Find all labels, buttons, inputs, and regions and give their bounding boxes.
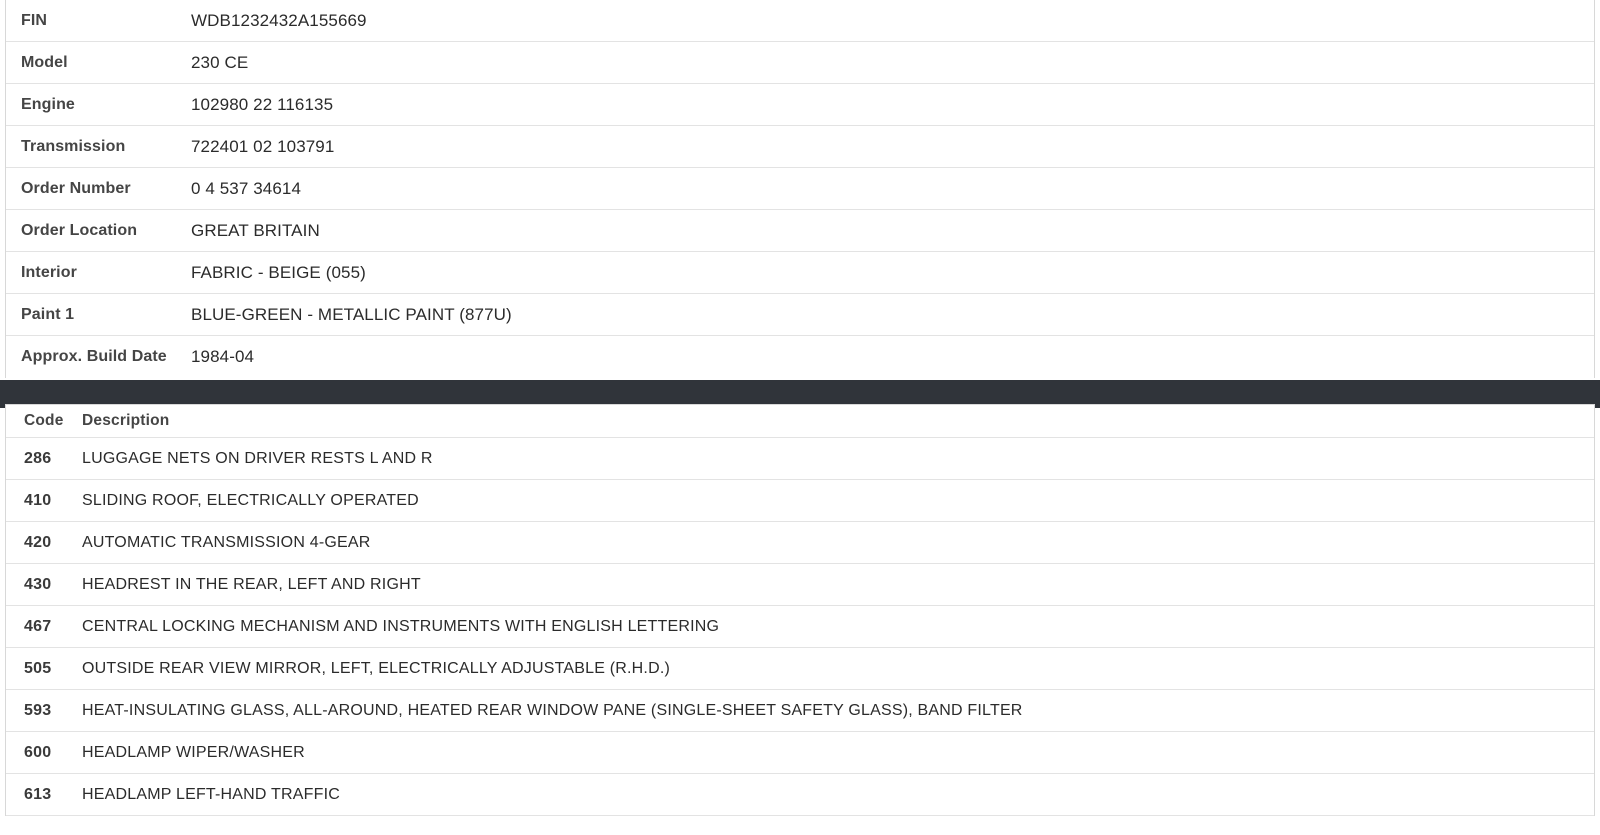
table-row <box>6 774 1594 816</box>
info-label-interior: Interior <box>21 263 77 281</box>
info-label-order-location: Order Location <box>21 221 138 239</box>
table-row <box>6 438 1594 480</box>
option-description: LUGGAGE NETS ON DRIVER RESTS L AND R <box>82 449 433 467</box>
table-row <box>6 480 1594 522</box>
table-row <box>6 522 1594 564</box>
table-row <box>6 690 1594 732</box>
table-row <box>6 336 1594 378</box>
option-code: 593 <box>24 701 52 719</box>
option-description: CENTRAL LOCKING MECHANISM AND INSTRUMENTS WITH ENGLISH LETTERING <box>82 617 720 635</box>
column-header-description: Description <box>82 412 170 429</box>
option-description: HEAT-INSULATING GLASS, ALL-AROUND, HEATED REAR WINDOW PANE (SINGLE-SHEET SAFETY GLASS), BAND FILTER <box>82 701 1023 719</box>
option-description: HEADREST IN THE REAR, LEFT AND RIGHT <box>82 575 421 593</box>
table-row <box>6 252 1594 294</box>
option-description: HEADLAMP LEFT-HAND TRAFFIC <box>82 785 340 803</box>
info-label-approx-build-date: Approx. Build Date <box>21 348 167 365</box>
info-value-fin: WDB1232432A155669 <box>191 10 367 30</box>
option-code: 420 <box>24 533 52 551</box>
table-row <box>6 732 1594 774</box>
info-value-order-location: GREAT BRITAIN <box>191 220 320 240</box>
table-row <box>6 564 1594 606</box>
info-value-engine: 102980 22 116135 <box>191 94 334 114</box>
table-row <box>6 84 1594 126</box>
table-row <box>6 126 1594 168</box>
info-value-interior: FABRIC - BEIGE (055) <box>191 262 366 282</box>
vehicle-info-table <box>5 0 1595 378</box>
option-code: 430 <box>24 575 52 593</box>
column-header-code: Code <box>24 412 64 429</box>
option-description: AUTOMATIC TRANSMISSION 4-GEAR <box>82 533 371 551</box>
info-label-order-number: Order Number <box>21 179 131 197</box>
info-value-model: 230 CE <box>191 52 249 72</box>
option-code: 600 <box>24 743 52 761</box>
option-description: HEADLAMP WIPER/WASHER <box>82 743 305 761</box>
table-row <box>6 210 1594 252</box>
info-label-model: Model <box>21 53 68 71</box>
option-description: OUTSIDE REAR VIEW MIRROR, LEFT, ELECTRICALLY ADJUSTABLE (R.H.D.) <box>82 659 671 677</box>
table-row <box>6 0 1594 42</box>
option-code: 410 <box>24 491 52 509</box>
option-code: 467 <box>24 617 52 635</box>
table-row <box>6 648 1594 690</box>
table-row <box>6 42 1594 84</box>
table-row <box>6 168 1594 210</box>
info-value-transmission: 722401 02 103791 <box>191 136 335 156</box>
options-table <box>5 404 1595 816</box>
option-code: 286 <box>24 449 52 467</box>
option-code: 505 <box>24 659 52 677</box>
info-label-transmission: Transmission <box>21 137 126 155</box>
table-row <box>6 606 1594 648</box>
info-label-fin: FIN <box>21 11 48 29</box>
info-label-engine: Engine <box>21 95 75 113</box>
info-label-paint-1: Paint 1 <box>21 305 75 323</box>
option-description: SLIDING ROOF, ELECTRICALLY OPERATED <box>82 491 419 509</box>
option-code: 613 <box>24 785 52 803</box>
info-value-approx-build-date: 1984-04 <box>191 347 255 366</box>
options-table-header <box>6 405 1594 438</box>
info-value-order-number: 0 4 537 34614 <box>191 178 302 198</box>
table-row <box>6 294 1594 336</box>
info-value-paint-1: BLUE-GREEN - METALLIC PAINT (877U) <box>191 304 512 324</box>
